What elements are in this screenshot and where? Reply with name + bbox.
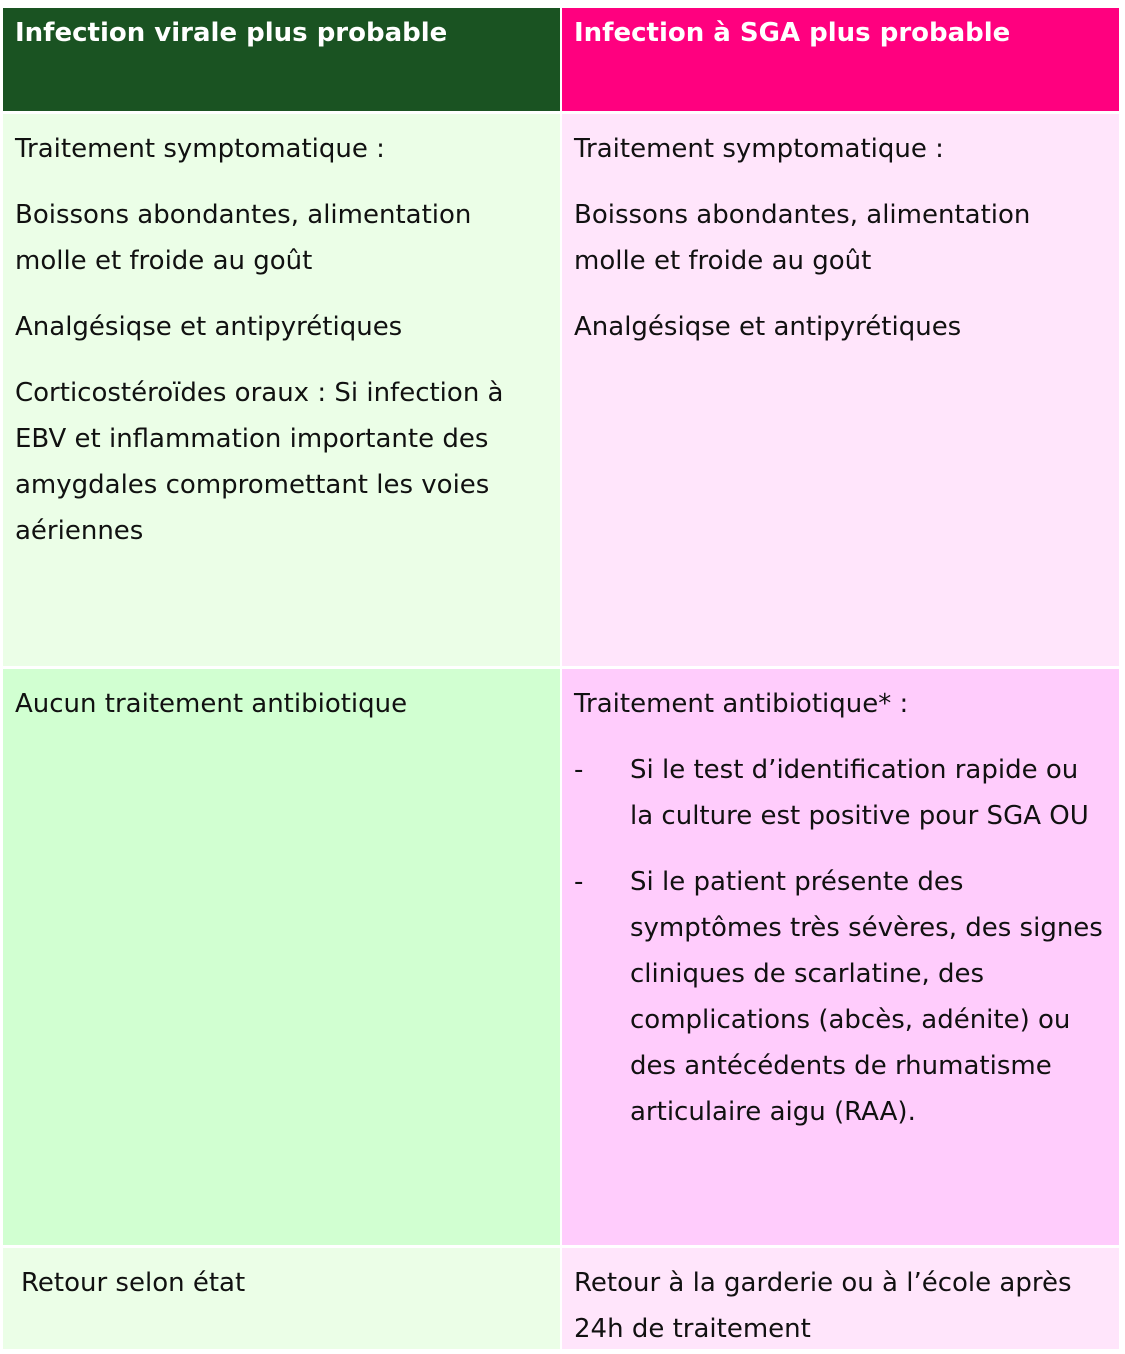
header-sga: Infection à SGA plus probable	[562, 8, 1119, 111]
antibiotic-sga-title: Traitement antibiotique* :	[574, 689, 909, 719]
antibiotic-viral-text: Aucun traitement antibiotique	[15, 689, 408, 719]
return-viral-text: Retour selon état	[21, 1268, 246, 1298]
symptomatic-viral-item: Analgésiqse et antipyrétiques	[15, 312, 403, 342]
antibiotic-row	[3, 669, 1119, 1245]
symptomatic-sga-item: Boissons abondantes, alimentation molle et froide au goût	[574, 200, 1031, 276]
symptomatic-viral-item: Boissons abondantes, alimentation molle et froide au goût	[15, 200, 472, 276]
return-sga-text: Retour à la garderie ou à l’école après 24h de traitement	[574, 1268, 1072, 1344]
header-viral: Infection virale plus probable	[3, 8, 560, 111]
symptomatic-sga-cell	[562, 114, 1119, 666]
bullet-text: Si le test d’identification rapide ou la culture est positive pour SGA OU	[630, 755, 1089, 831]
symptomatic-sga-title: Traitement symptomatique :	[574, 134, 944, 164]
symptomatic-viral-cell	[3, 114, 560, 666]
return-viral-cell	[3, 1248, 560, 1349]
symptomatic-sga-item: Analgésiqse et antipyrétiques	[574, 312, 962, 342]
antibiotic-sga-cell	[562, 669, 1119, 1245]
symptomatic-row	[3, 114, 1119, 666]
bullet-dash: -	[574, 755, 584, 785]
return-sga-cell	[562, 1248, 1119, 1349]
symptomatic-viral-title: Traitement symptomatique :	[15, 134, 385, 164]
bullet-text: Si le patient présente des symptômes très sévères, des signes cliniques de scarlatine, des complications (abcès, adénite) ou des antécédents de rhumatisme articulaire aigu (RAA).	[630, 867, 1103, 1127]
return-row	[3, 1248, 1119, 1349]
treatment-table	[3, 8, 1119, 1349]
header-row	[3, 8, 1119, 111]
antibiotic-bullet	[574, 859, 1107, 1135]
bullet-dash: -	[574, 867, 584, 897]
symptomatic-viral-item: Corticostéroïdes oraux : Si infection à EBV et inflammation importante des amygdales compromettant les voies aériennes	[15, 378, 504, 546]
antibiotic-viral-cell	[3, 669, 560, 1245]
antibiotic-bullet	[574, 747, 1107, 839]
